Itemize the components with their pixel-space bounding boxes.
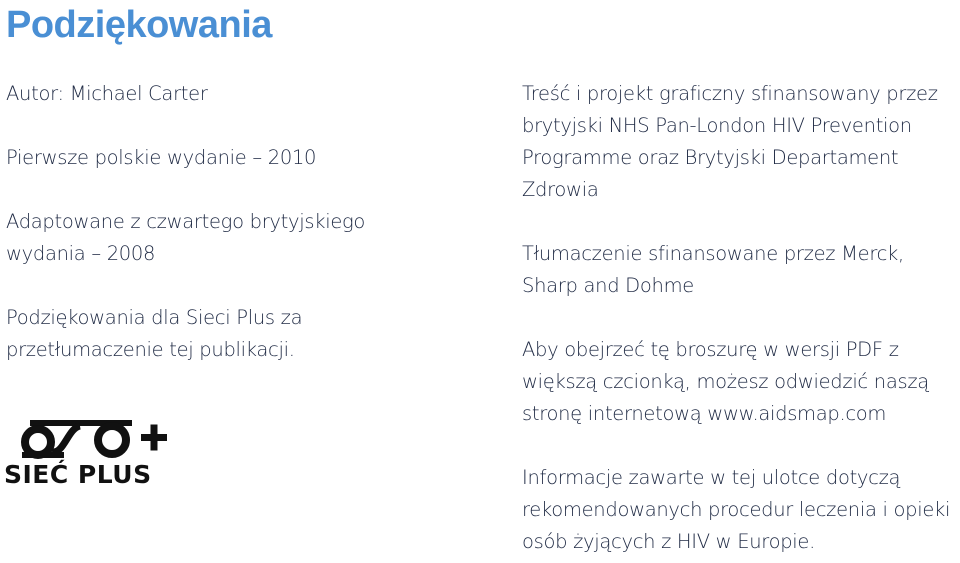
credits-right-column bbox=[522, 78, 958, 558]
funding-design-line: Treść i projekt graficzny sfinansowany przez brytyjski NHS Pan-London HIV Prevention Programme oraz Brytyjski Departament Zdrowia bbox=[522, 82, 938, 201]
pdf-info-line: Aby obejrzeć tę broszurę w wersji PDF z większą czcionką, możesz odwiedzić naszą stronę internetową www.aidsmap.com bbox=[522, 338, 929, 425]
disclaimer-line: Informacje zawarte w tej ulotce dotyczą rekomendowanych procedur leczenia i opieki osób żyjących z HIV w Europie. bbox=[522, 466, 951, 553]
funding-translation-line: Tłumaczenie sfinansowane przez Merck, Sharp and Dohme bbox=[522, 242, 904, 297]
page-title: Podziękowania bbox=[6, 4, 272, 46]
siec-plus-logo bbox=[4, 416, 170, 492]
adaptation-line: Adaptowane z czwartego brytyjskiego wydania – 2008 bbox=[6, 210, 366, 265]
credits-left-column bbox=[6, 78, 366, 398]
translation-thanks-line: Podziękowania dla Sieci Plus za przetłumaczenie tej publikacji. bbox=[6, 306, 303, 361]
logo-text: SIEĆ PLUS bbox=[4, 460, 152, 489]
first-edition-line: Pierwsze polskie wydanie – 2010 bbox=[6, 146, 317, 169]
siec-plus-logo-icon bbox=[4, 416, 170, 460]
author-line: Autor: Michael Carter bbox=[6, 82, 208, 105]
